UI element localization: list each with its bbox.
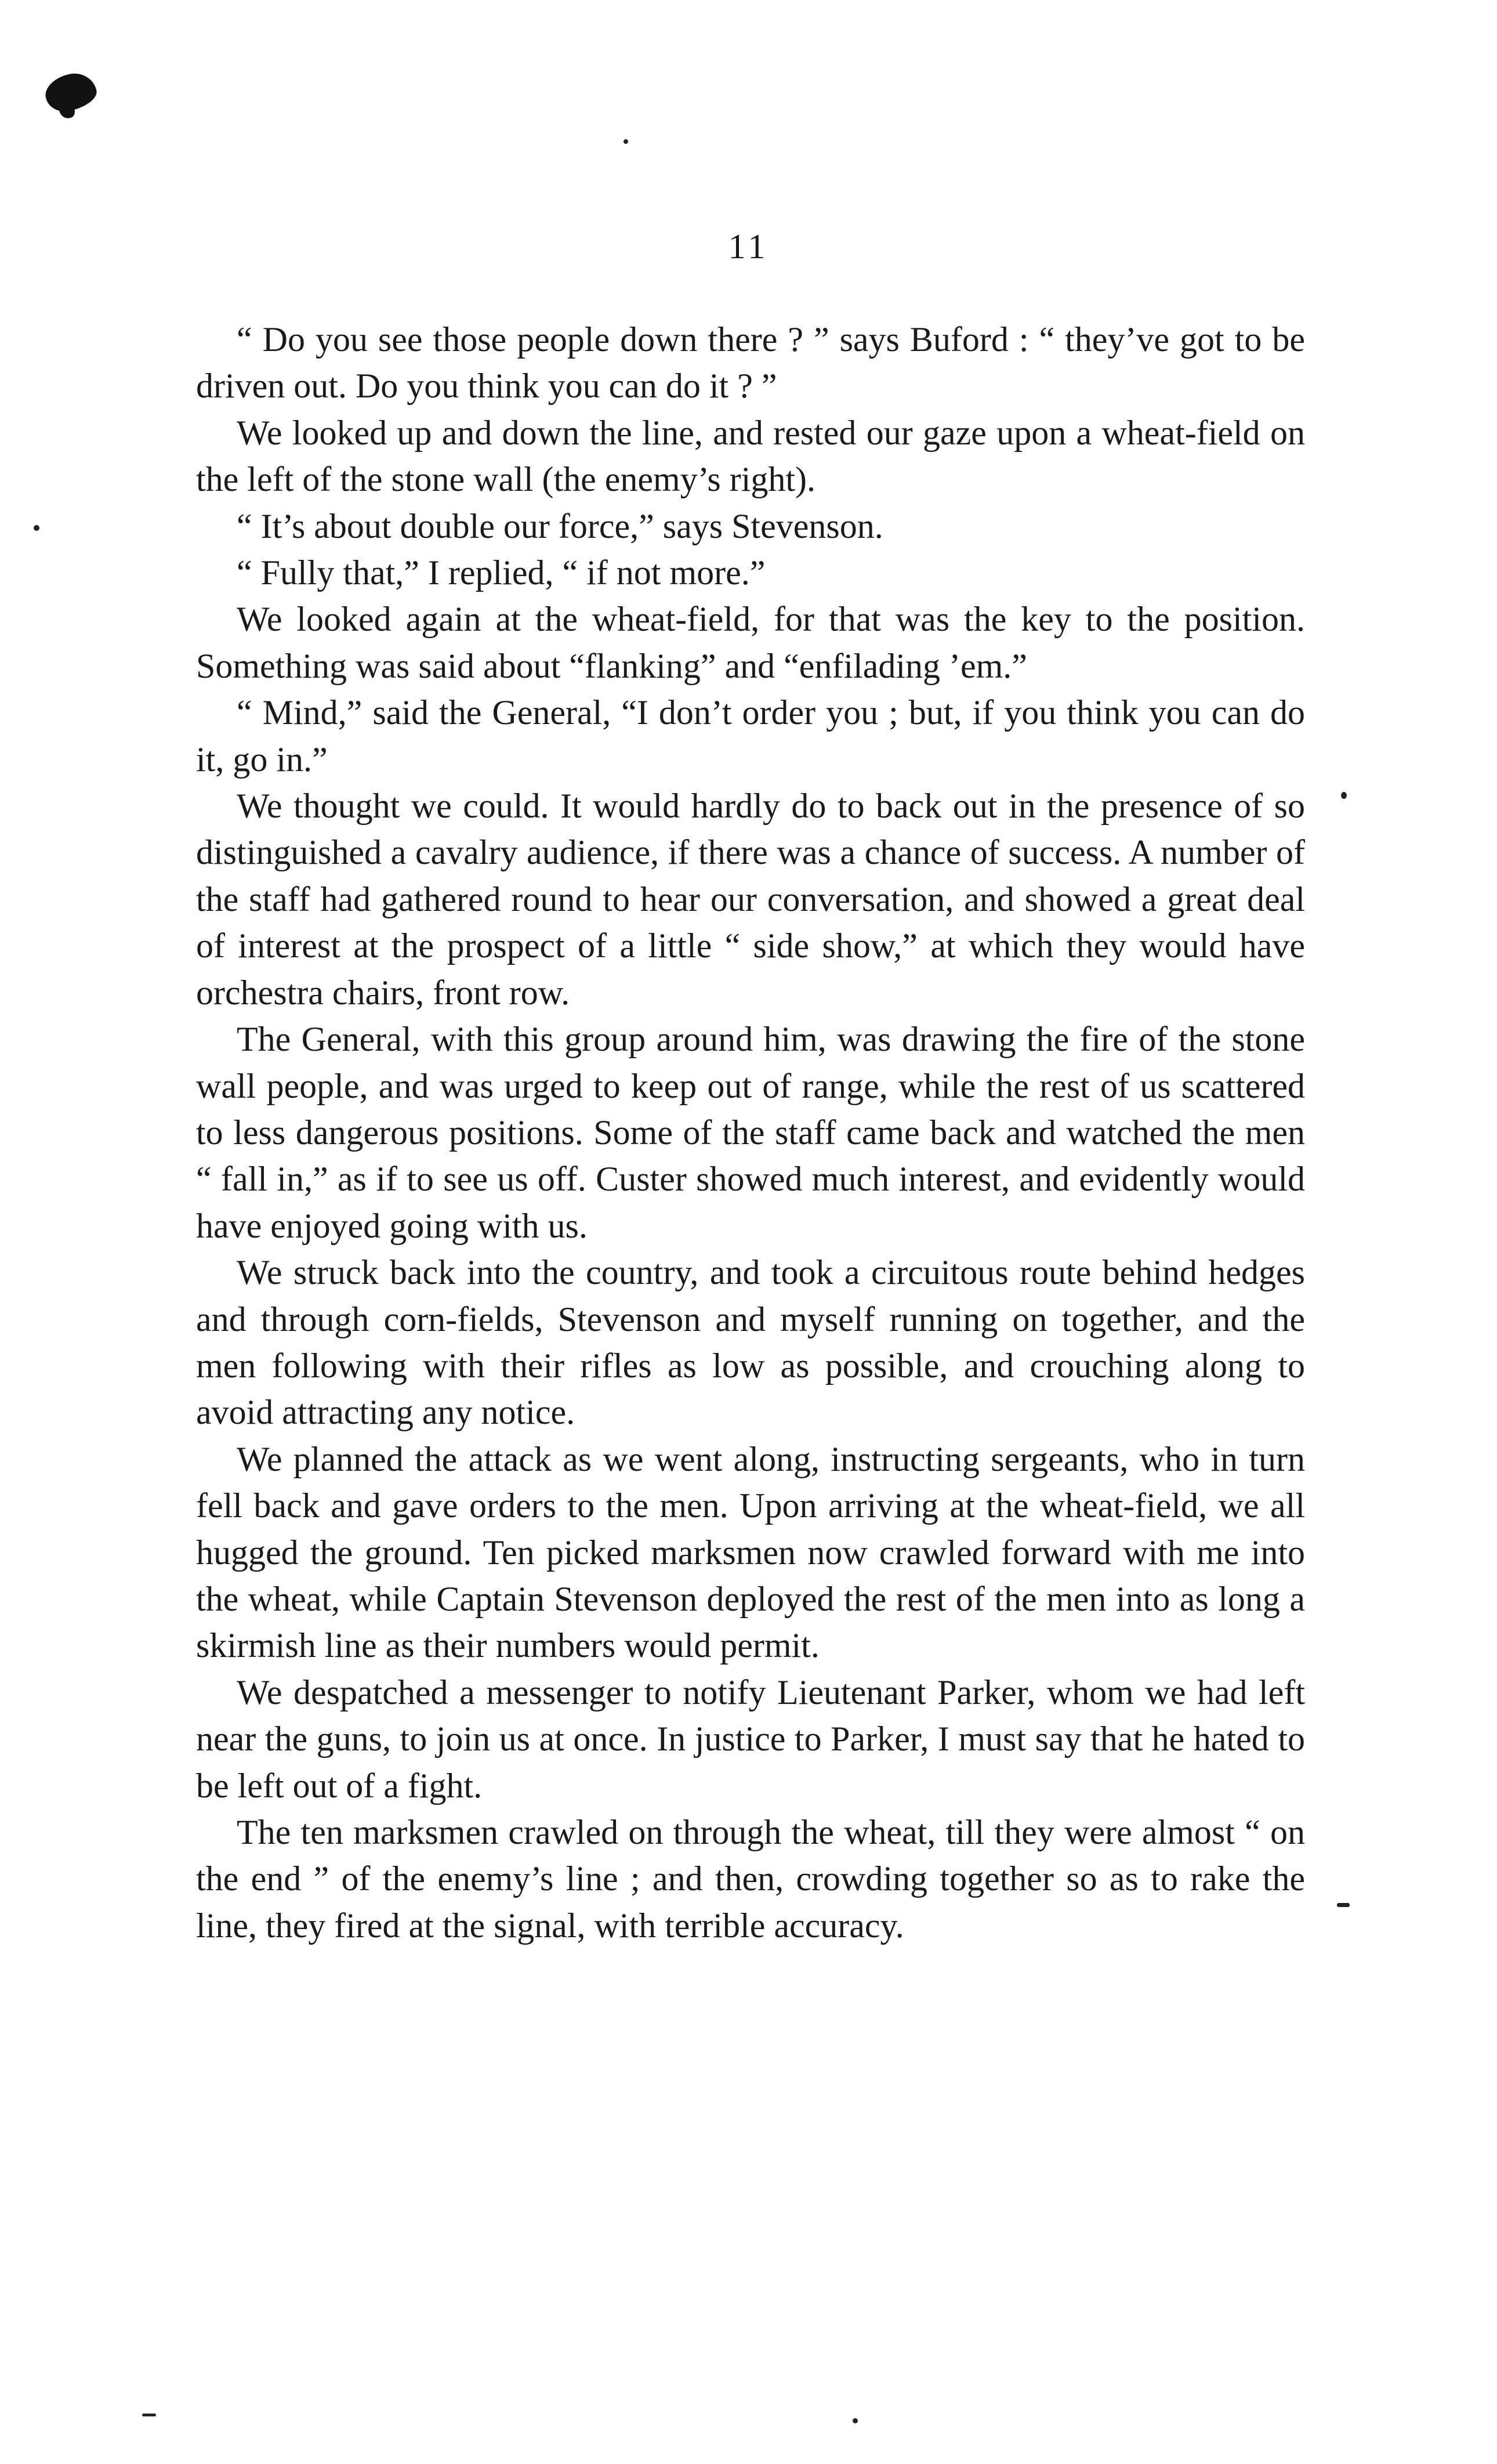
- ink-speck: [34, 525, 39, 531]
- body-text: [196, 316, 1305, 1949]
- paragraph: We struck back into the country, and took a circuitous route behind hedges and through corn-fields, Stevenson and myself running on together, and the men following with their rifles as low as possible, and crouching along to avoid attracting any notice.: [196, 1253, 1305, 1432]
- paragraph: The General, with this group around him, was drawing the fire of the stone wall people, and was urged to keep out of range, while the rest of us scattered to less dangerous positions. Some of the staff came back and watched the men “ fall in,” as if to see us off. Custer showed much interest, and evidently would have enjoyed going with us.: [196, 1020, 1305, 1245]
- paragraph: “ Mind,” said the General, “I don’t order you ; but, if you think you can do it, go in.”: [196, 693, 1305, 779]
- ink-blot: [42, 70, 100, 115]
- ink-speck: [624, 139, 628, 144]
- page-number: 11: [728, 227, 769, 266]
- paragraph: We thought we could. It would hardly do to back out in the presence of so distinguished a cavalry audience, if there was a chance of success. A number of the staff had gathered round to hear our conversation, and showed a great deal of interest at the prospect of a little “ side show,” at which they would have orchestra chairs, front row.: [196, 787, 1305, 1012]
- ink-speck: [1341, 792, 1347, 799]
- ink-mark: [142, 2414, 156, 2416]
- paragraph: We planned the attack as we went along, instructing sergeants, who in turn fell back and gave orders to the men. Upon arriving at the wheat-field, we all hugged the ground. Ten picked marksmen now crawled forward with me into the wheat, while Captain Stevenson deployed the rest of the men into as long a skirmish line as their numbers would permit.: [196, 1439, 1305, 1665]
- ink-mark: [1337, 1903, 1350, 1907]
- paragraph: We despatched a messenger to notify Lieutenant Parker, whom we had left near the guns, to join us at once. In justice to Parker, I must say that he hated to be left out of a fight.: [196, 1673, 1305, 1805]
- paragraph: We looked again at the wheat-field, for that was the key to the position. Something was said about “flanking” and “enfilading ’em.”: [196, 600, 1305, 685]
- ink-speck: [853, 2418, 858, 2423]
- paragraph: “ Do you see those people down there ? ” says Buford : “ they’ve got to be driven out. Do you think you can do it ? ”: [196, 320, 1305, 406]
- paragraph: “ It’s about double our force,” says Stevenson.: [237, 506, 883, 545]
- paragraph: The ten marksmen crawled on through the wheat, till they were almost “ on the end ” of the enemy’s line ; and then, crowding together so as to rake the line, they fired at the signal, with terrible accuracy.: [196, 1813, 1305, 1945]
- paragraph: “ Fully that,” I replied, “ if not more.”: [237, 553, 766, 592]
- paragraph: We looked up and down the line, and rested our gaze upon a wheat-field on the left of the stone wall (the enemy’s right).: [196, 413, 1305, 499]
